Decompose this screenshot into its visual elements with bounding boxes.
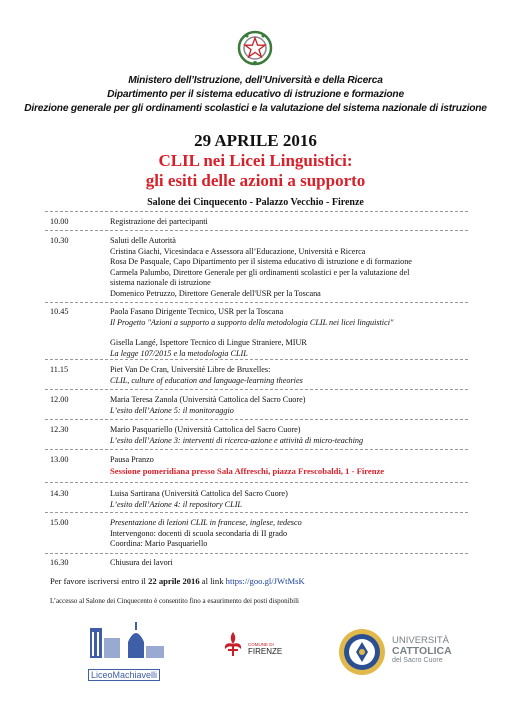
program-item bbox=[110, 395, 470, 416]
uni-text-2: CATTOLICA bbox=[392, 645, 452, 657]
time-slot: 10.00 bbox=[50, 217, 69, 226]
time-slot: 12.00 bbox=[50, 395, 69, 404]
item-line: Mario Pasquariello (Università Cattolica del Sacro Cuore) bbox=[110, 425, 301, 434]
item-line: Cristina Giachi, Vicesindaca e Assessora all’Educazione, Università e Ricerca bbox=[110, 246, 366, 256]
liceo-logo-text: LiceoMachiavelli bbox=[88, 669, 160, 681]
item-line: Pausa Pranzo bbox=[110, 455, 154, 464]
item-line: Domenico Petruzzo, Direttore Generale dell'USR per la Toscana bbox=[110, 288, 321, 298]
item-line: Coordina: Mario Pasquariello bbox=[110, 539, 208, 549]
separator bbox=[45, 389, 468, 390]
item-line: L’esito dell’Azione 3: interventi di ricerca-azione e attività di micro-teaching bbox=[110, 435, 364, 445]
separator bbox=[45, 302, 468, 303]
uni-text-3: del Sacro Cuore bbox=[392, 657, 443, 664]
program-item bbox=[110, 217, 470, 228]
time-slot: 12.30 bbox=[50, 425, 69, 434]
item-line: CLIL, culture of education and language-learning theories bbox=[110, 375, 303, 385]
university-seal bbox=[338, 628, 386, 676]
item-line: Il Progetto "Azioni a supporto a supporto della metodologia CLIL nei licei linguistici" bbox=[110, 317, 394, 327]
program-item bbox=[110, 307, 470, 359]
program-item bbox=[110, 455, 470, 476]
program-item bbox=[110, 365, 470, 386]
event-date: 29 APRILE 2016 bbox=[194, 131, 317, 150]
separator bbox=[45, 482, 468, 483]
item-line: Chiusura dei lavori bbox=[110, 558, 173, 567]
separator bbox=[45, 449, 468, 450]
comune-firenze-logo bbox=[222, 628, 284, 668]
event-title-line-1: CLIL nei Licei Linguistici: bbox=[158, 151, 353, 170]
time-slot: 10.45 bbox=[50, 307, 69, 316]
item-line: Maria Teresa Zanola (Università Cattolica del Sacro Cuore) bbox=[110, 395, 306, 404]
item-line: La legge 107/2015 e la metodologia CLIL bbox=[110, 348, 248, 358]
registration-mid: al link bbox=[199, 576, 226, 586]
item-line: Carmela Palumbo, Direttore Generale per gli ordinamenti scolastici e per la valutazione del bbox=[110, 267, 410, 277]
florence-lily-icon bbox=[222, 630, 244, 658]
registration-deadline: 22 aprile 2016 bbox=[148, 576, 200, 586]
separator bbox=[45, 211, 468, 212]
time-slot: 11.15 bbox=[50, 365, 69, 374]
item-line: sistema nazionale di istruzione bbox=[110, 278, 211, 288]
time-slot: 13.00 bbox=[50, 455, 69, 464]
university-seal-icon bbox=[338, 628, 386, 676]
registration-link[interactable]: https://goo.gl/JWtMsK bbox=[225, 576, 305, 586]
time-slot: 10.30 bbox=[50, 236, 69, 245]
ministry-line-2: Dipartimento per il sistema educativo di istruzione e formazione bbox=[107, 89, 404, 100]
separator bbox=[45, 553, 468, 554]
registration-note bbox=[50, 576, 305, 586]
program-item bbox=[110, 425, 470, 446]
item-line: Luisa Sartirana (Università Cattolica del Sacro Cuore) bbox=[110, 489, 288, 498]
ministry-line-3: Direzione generale per gli ordinamenti scolastici e la valutazione del sistema nazionale di istruzione bbox=[24, 103, 487, 114]
item-line: Saluti delle Autorità bbox=[110, 236, 176, 245]
uni-text-1: UNIVERSITÀ bbox=[392, 635, 450, 646]
time-slot: 14.30 bbox=[50, 489, 69, 498]
item-line: Presentazione di lezioni CLIL in francese, inglese, tedesco bbox=[110, 518, 302, 527]
item-line: L’esito dell’Azione 4: il repository CLIL bbox=[110, 499, 242, 509]
item-line: Paola Fasano Dirigente Tecnico, USR per la Toscana bbox=[110, 307, 284, 316]
university-cattolica-logo bbox=[392, 636, 472, 676]
spacer bbox=[110, 328, 470, 338]
ministry-line-1: Ministero dell’Istruzione, dell’Università e della Ricerca bbox=[128, 75, 383, 86]
event-venue: Salone dei Cinquecento - Palazzo Vecchio - Firenze bbox=[147, 197, 364, 208]
liceo-building-icon bbox=[88, 620, 166, 660]
program-item bbox=[110, 489, 470, 510]
separator bbox=[45, 359, 468, 360]
item-line: Rosa De Pasquale, Capo Dipartimento per il sistema educativo di istruzione e di formazione bbox=[110, 257, 412, 267]
time-slot: 15.00 bbox=[50, 518, 69, 527]
item-line: L’esito dell’Azione 5: il monitoraggio bbox=[110, 405, 234, 415]
item-line: Registrazione dei partecipanti bbox=[110, 217, 208, 226]
separator bbox=[45, 419, 468, 420]
separator bbox=[45, 230, 468, 231]
program-item bbox=[110, 558, 470, 569]
comune-big-text: FIRENZE bbox=[248, 647, 283, 656]
afternoon-session-note: Sessione pomeridiana presso Sala Affreschi, piazza Frescobaldi, 1 - Firenze bbox=[110, 465, 385, 476]
item-line: Gisella Langé, Ispettore Tecnico di Lingue Straniere, MIUR bbox=[110, 338, 307, 348]
program-item bbox=[110, 518, 470, 550]
access-note: L’accesso al Salone dei Cinquecento è consentito fino a esaurimento dei posti disponibili bbox=[50, 597, 299, 605]
separator bbox=[45, 512, 468, 513]
registration-prefix: Per favore iscriversi entro il bbox=[50, 576, 149, 586]
time-slot: 16.30 bbox=[50, 558, 69, 567]
program-item bbox=[110, 236, 470, 300]
item-line: Piet Van De Cran, Université Libre de Bruxelles: bbox=[110, 365, 271, 374]
comune-small-text: COMUNE DI bbox=[248, 642, 274, 647]
liceo-machiavelli-logo bbox=[88, 620, 166, 680]
event-title-line-2: gli esiti delle azioni a supporto bbox=[145, 171, 366, 190]
item-line: Intervengono: docenti di scuola secondaria di II grado bbox=[110, 528, 288, 538]
